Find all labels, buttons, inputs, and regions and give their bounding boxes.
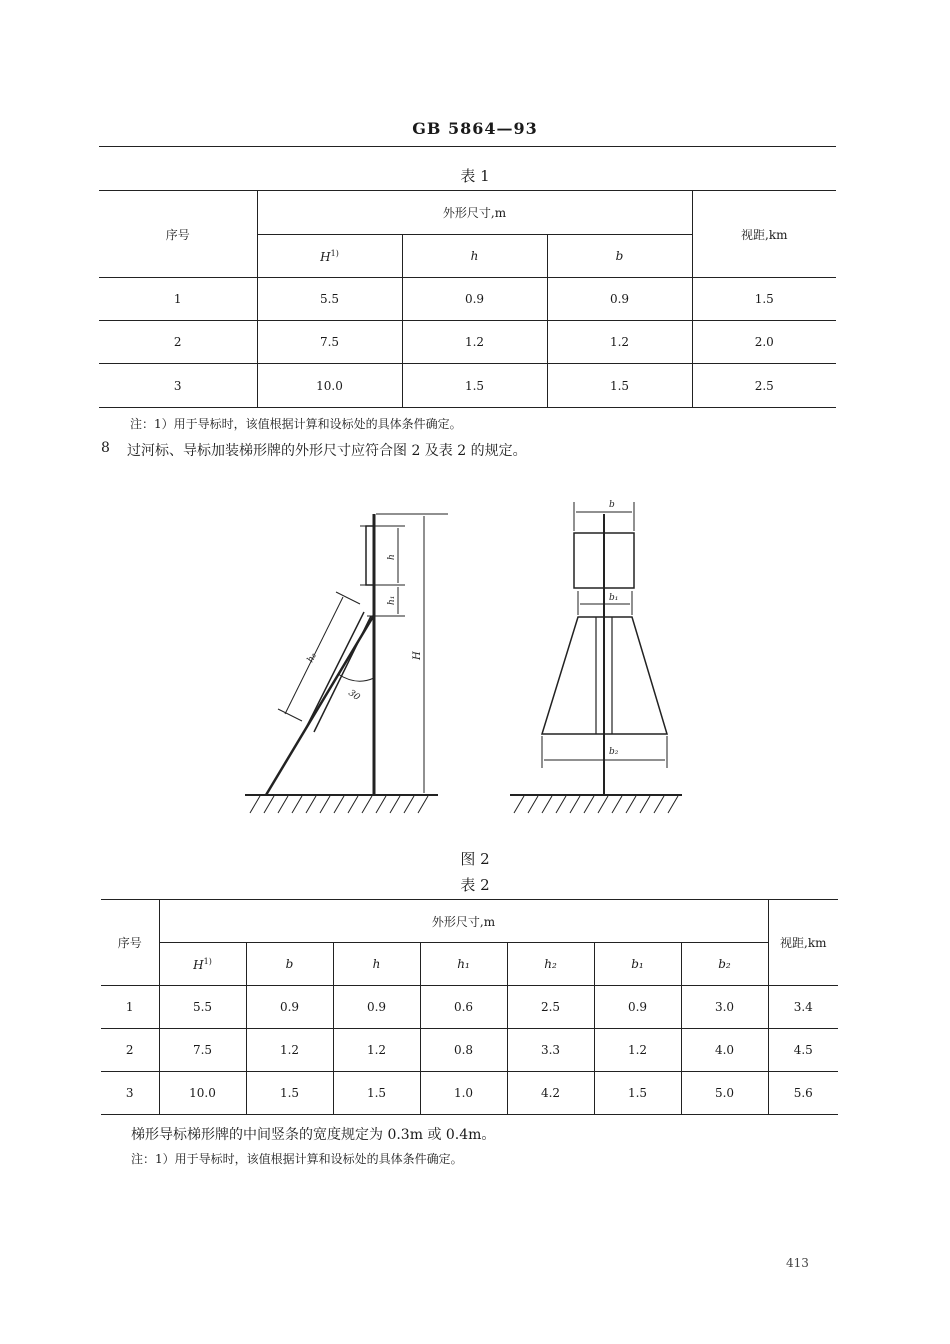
table1-subhead-h: h <box>402 235 547 278</box>
table2-subhead-b1: b₁ <box>594 943 681 986</box>
table-cell: 0.9 <box>246 986 333 1029</box>
table-cell: 1.5 <box>547 364 692 408</box>
table-cell: 0.9 <box>333 986 420 1029</box>
table1-subhead-b: b <box>547 235 692 278</box>
table-cell: 1.2 <box>333 1029 420 1072</box>
label-h1: h₁ <box>387 595 397 605</box>
ground-hatch-left <box>250 796 428 813</box>
table-cell: 3 <box>99 364 257 408</box>
table-cell: 5.0 <box>681 1072 768 1115</box>
table-row <box>99 321 836 364</box>
table-row <box>101 1072 838 1115</box>
table2-remark: 梯形导标梯形牌的中间竖条的宽度规定为 0.3m 或 0.4m。 <box>131 1127 496 1143</box>
table-cell: 4.5 <box>768 1029 838 1072</box>
figure2-caption: 图 2 <box>460 850 490 868</box>
table-cell: 3 <box>101 1072 159 1115</box>
table-cell: 2 <box>99 321 257 364</box>
table-cell: 2.5 <box>692 364 836 408</box>
table2-subhead-H: $H^{1)}$ <box>159 943 246 986</box>
section-8-text: 过河标、导标加装梯形牌的外形尺寸应符合图 2 及表 2 的规定。 <box>127 443 527 459</box>
table-cell: 4.0 <box>681 1029 768 1072</box>
table-cell: 0.6 <box>420 986 507 1029</box>
table2-head-range: 视距,km <box>768 900 838 986</box>
trap-board-side-b <box>314 616 371 732</box>
table2-subhead-b2: b₂ <box>681 943 768 986</box>
table2-subhead-h1: h₁ <box>420 943 507 986</box>
page-number: 413 <box>786 1256 809 1270</box>
ground-hatch-right <box>514 796 678 813</box>
table-cell: 0.8 <box>420 1029 507 1072</box>
label-angle: 30 <box>346 688 362 704</box>
table1 <box>99 190 836 408</box>
table-cell: 2.0 <box>692 321 836 364</box>
table2-subhead-b: b <box>246 943 333 986</box>
table1-note: 注：1）用于导标时，该值根据计算和设标处的具体条件确定。 <box>130 417 462 431</box>
table2-head-dims: 外形尺寸,m <box>159 900 768 943</box>
table-cell: 1.5 <box>246 1072 333 1115</box>
table-cell: 2 <box>101 1029 159 1072</box>
section-8-number: 8 <box>101 440 110 456</box>
figure-2 <box>230 478 710 823</box>
table-cell: 1.0 <box>420 1072 507 1115</box>
table-row <box>101 986 838 1029</box>
table2-note: 注：1）用于导标时，该值根据计算和设标处的具体条件确定。 <box>131 1152 463 1166</box>
table-row <box>99 278 836 321</box>
table-cell: 1.5 <box>594 1072 681 1115</box>
table-cell: 4.2 <box>507 1072 594 1115</box>
label-b2: b₂ <box>609 747 619 757</box>
table-cell: 1 <box>99 278 257 321</box>
label-b1: b₁ <box>609 593 619 603</box>
label-b: b <box>609 500 615 510</box>
table-cell: 0.9 <box>547 278 692 321</box>
table-cell: 7.5 <box>159 1029 246 1072</box>
table-cell: 1.5 <box>402 364 547 408</box>
table-cell: 1.5 <box>692 278 836 321</box>
table-cell: 3.0 <box>681 986 768 1029</box>
table2 <box>101 899 838 1115</box>
table-cell: 0.9 <box>402 278 547 321</box>
table1-head-seq: 序号 <box>99 191 257 278</box>
table-cell: 5.5 <box>159 986 246 1029</box>
table-cell: 3.3 <box>507 1029 594 1072</box>
table-cell: 1 <box>101 986 159 1029</box>
label-h: h <box>387 554 397 560</box>
table1-subhead-H: $H^{1)}$ <box>257 235 402 278</box>
header-rule <box>99 146 836 147</box>
standard-code: GB 5864—93 <box>412 119 538 138</box>
table2-subhead-h: h <box>333 943 420 986</box>
table-cell: 1.2 <box>594 1029 681 1072</box>
table2-head-seq: 序号 <box>101 900 159 986</box>
table2-caption: 表 2 <box>460 876 490 894</box>
table-row <box>99 364 836 408</box>
trap-board-side-a <box>306 612 364 728</box>
table-cell: 3.4 <box>768 986 838 1029</box>
table-cell: 7.5 <box>257 321 402 364</box>
table-cell: 1.2 <box>402 321 547 364</box>
table2-subhead-h2: h₂ <box>507 943 594 986</box>
label-h2: h₂ <box>305 651 319 665</box>
table1-head-dims: 外形尺寸,m <box>257 191 692 235</box>
table-cell: 2.5 <box>507 986 594 1029</box>
table-cell: 1.2 <box>246 1029 333 1072</box>
table-cell: 1.5 <box>333 1072 420 1115</box>
label-H: H <box>412 651 423 660</box>
table1-caption: 表 1 <box>460 167 490 185</box>
table-cell: 5.5 <box>257 278 402 321</box>
table-cell: 1.2 <box>547 321 692 364</box>
table-cell: 5.6 <box>768 1072 838 1115</box>
table-row <box>101 1029 838 1072</box>
table-cell: 10.0 <box>159 1072 246 1115</box>
table1-head-range: 视距,km <box>692 191 836 278</box>
table-cell: 0.9 <box>594 986 681 1029</box>
table-cell: 10.0 <box>257 364 402 408</box>
